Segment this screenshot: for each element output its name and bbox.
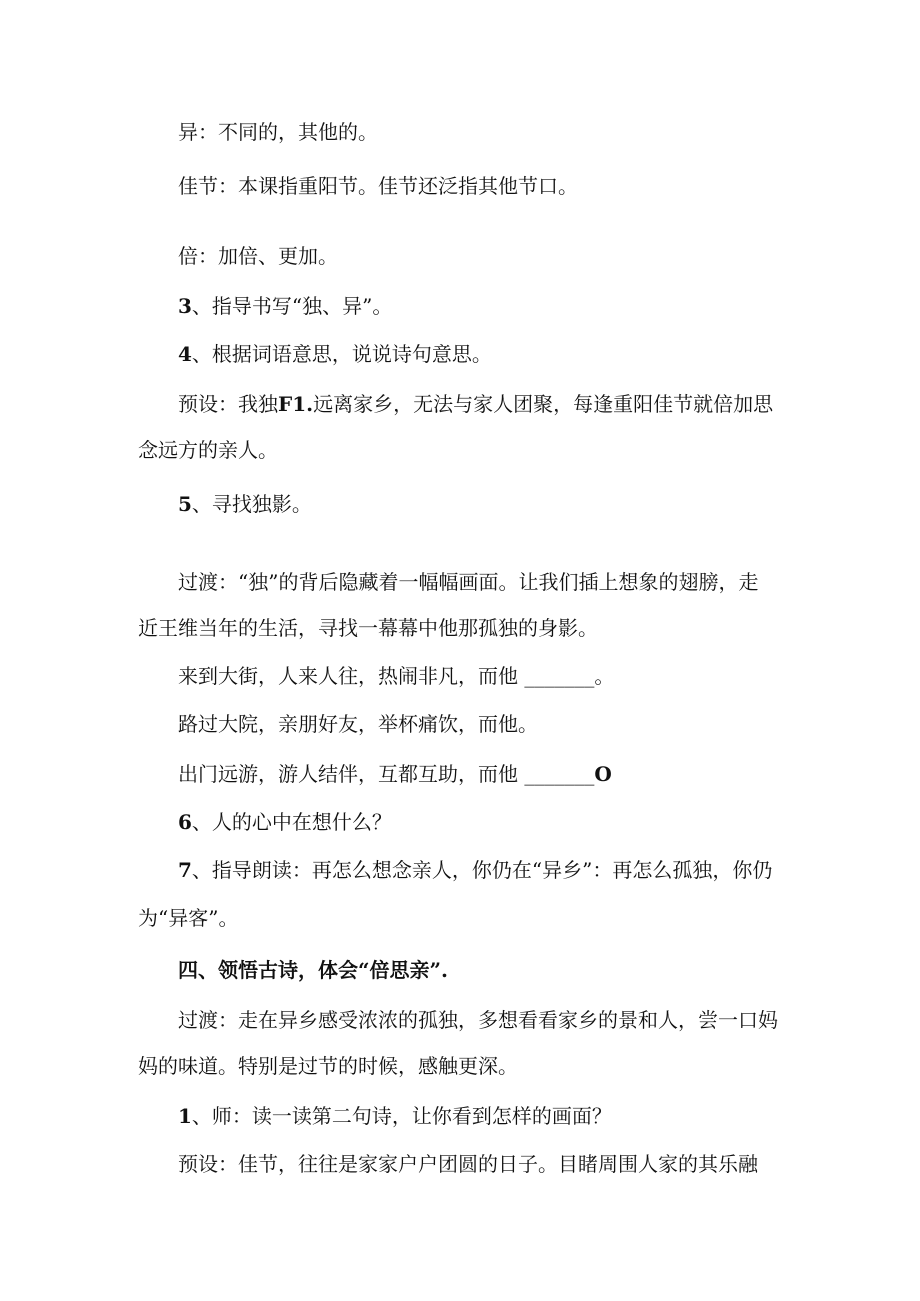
text-line: 近王维当年的生活，寻找一幕幕中他那孤独的身影。	[138, 616, 598, 640]
text-line	[178, 392, 773, 416]
list-item	[178, 492, 312, 516]
item-number: 3	[178, 294, 192, 318]
text-line: 预设：佳节，往往是家家户户团圆的日子。目睹周围人家的其乐融	[178, 1152, 758, 1176]
text-line: 路过大院，亲朋好友，举杯痛饮，而他。	[178, 712, 538, 736]
item-text: 、寻找独影。	[191, 492, 312, 516]
text-fragment: F1.	[278, 392, 314, 416]
item-text: 、根据词语意思，说说诗句意思。	[191, 342, 492, 366]
text-fragment: 远离家乡，无法与家人团聚，每逢重阳佳节就倍加思	[313, 392, 774, 416]
text-line: 为“异客”。	[138, 906, 239, 930]
item-text: 、人的心中在想什么？	[191, 810, 392, 834]
list-item	[178, 342, 492, 366]
text-line: 念远方的亲人。	[138, 438, 278, 462]
text-line	[178, 762, 612, 786]
text-line: 过渡：“独”的背后隐藏着一幅幅画面。让我们插上想象的翅膀，走	[178, 570, 759, 594]
text-fragment: 预设：我独	[178, 392, 278, 416]
text-line: 倍：加倍、更加。	[178, 244, 338, 268]
text-line: 过渡：走在异乡感受浓浓的孤独，多想看看家乡的景和人，尝一口妈	[178, 1008, 778, 1032]
item-text: 、指导朗读：再怎么想念亲人，你仍在“异乡”：再怎么孤独，你仍	[191, 858, 773, 882]
item-number: 7	[178, 858, 192, 882]
item-number: 6	[178, 810, 192, 834]
list-item	[178, 1104, 612, 1128]
item-number: 5	[178, 492, 192, 516]
section-heading: 四、领悟古诗，体会“倍思亲”.	[178, 958, 448, 982]
text-line: 妈的味道。特别是过节的时候，感触更深。	[138, 1054, 518, 1078]
text-fragment: 出门远游，游人结伴，互都互助，而他 _______	[178, 762, 595, 786]
text-line: 佳节：本课指重阳节。佳节还泛指其他节口。	[178, 174, 578, 198]
text-line: 来到大街，人来人往，热闹非凡，而他 _______。	[178, 664, 615, 688]
item-number: 4	[178, 342, 192, 366]
item-text: 、指导书写“独、异”。	[191, 294, 393, 318]
text-fragment: O	[594, 762, 612, 786]
list-item	[178, 294, 392, 318]
text-line: 异：不同的，其他的。	[178, 120, 378, 144]
list-item	[178, 858, 772, 882]
item-number: 1	[178, 1104, 192, 1128]
item-text: 、师：读一读第二句诗，让你看到怎样的画面？	[191, 1104, 612, 1128]
list-item	[178, 810, 392, 834]
